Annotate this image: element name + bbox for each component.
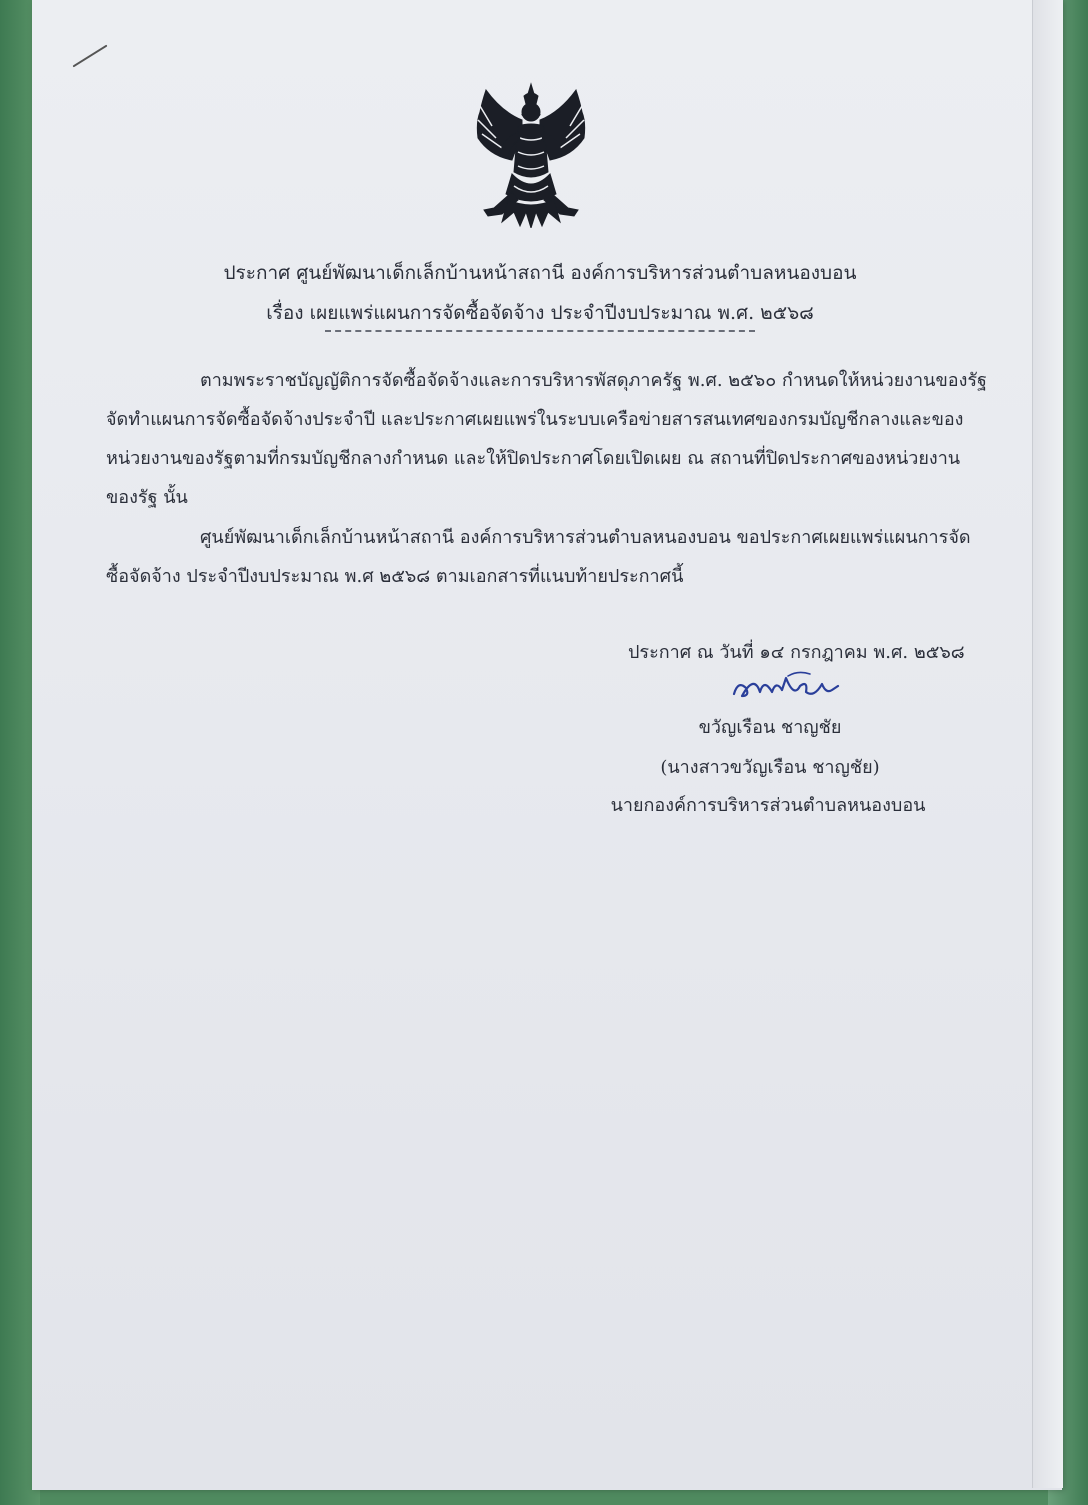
handwritten-signature (728, 668, 843, 706)
garuda-emblem-icon (472, 82, 590, 228)
announcement-heading: ประกาศ ศูนย์พัฒนาเด็กเล็กบ้านหน้าสถานี องค์การบริหารส่วนตำบลหนองบอน (223, 262, 857, 284)
underlying-page-edge (1032, 0, 1063, 1488)
paragraph-1-line-3: หน่วยงานของรัฐตามที่กรมบัญชีกลางกำหนด และให้ปิดประกาศโดยเปิดเผย ณ สถานที่ปิดประกาศของหน่วยงาน (106, 448, 961, 469)
paragraph-1-line-1: ตามพระราชบัญญัติการจัดซื้อจัดจ้างและการบริหารพัสดุภาครัฐ พ.ศ. ๒๕๖๐ กำหนดให้หน่วยงานของรัฐ (200, 370, 987, 391)
signatory-position: นายกองค์การบริหารส่วนตำบลหนองบอน (610, 795, 926, 816)
announcement-subject: เรื่อง เผยแพร่แผนการจัดซื้อจัดจ้าง ประจำปีงบประมาณ พ.ศ. ๒๕๖๘ (266, 302, 814, 324)
signatory-short-name: ขวัญเรือน ชาญชัย (698, 717, 842, 738)
heading-divider (325, 330, 755, 332)
paragraph-1-line-4: ของรัฐ นั้น (106, 487, 188, 508)
announcement-date: ประกาศ ณ วันที่ ๑๔ กรกฎาคม พ.ศ. ๒๕๖๘ (628, 642, 965, 663)
paragraph-1-line-2: จัดทำแผนการจัดซื้อจัดจ้างประจำปี และประกาศเผยแพร่ในระบบเครือข่ายสารสนเทศของกรมบัญชีกลางและของ (106, 409, 964, 430)
signatory-full-name: (นางสาวขวัญเรือน ชาญชัย) (660, 757, 880, 778)
paragraph-2-line-1: ศูนย์พัฒนาเด็กเล็กบ้านหน้าสถานี องค์การบริหารส่วนตำบลหนองบอน ขอประกาศเผยแพร่แผนการจัด (200, 527, 971, 548)
paragraph-2-line-2: ซื้อจัดจ้าง ประจำปีงบประมาณ พ.ศ ๒๕๖๘ ตามเอกสารที่แนบท้ายประกาศนี้ (106, 566, 684, 587)
